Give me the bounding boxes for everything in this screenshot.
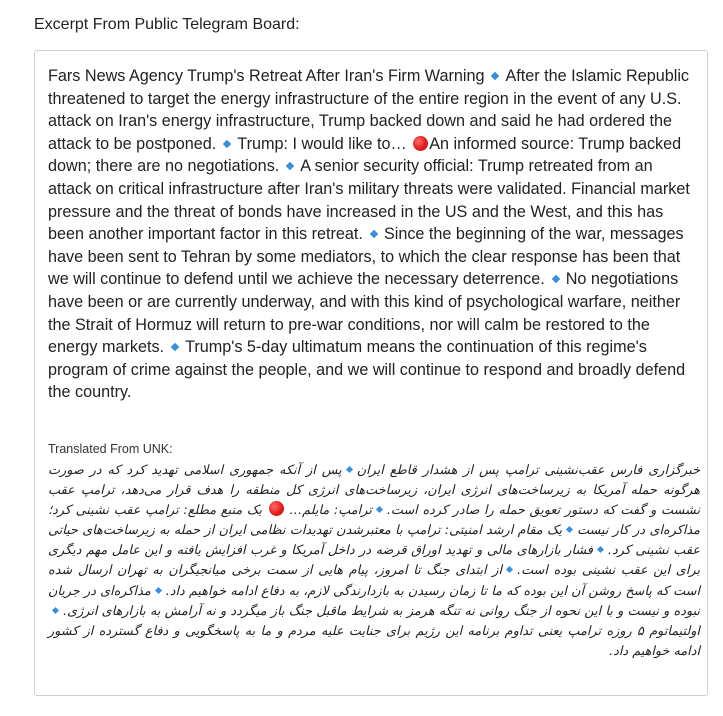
post-segment-fa: پس از آنکه جمهوری اسلامی تهدید کرد که در صورت هرگونه حمله آمریکا به زیرساخت‌های انرژی ایران، زیرساخت‌های انرژی کل منطقه را هدف قرار می‌دهد، ترامپ عقب نشست و گفت که دستور تعویق حمله را صادر کرده است. (48, 463, 700, 519)
post-segment-fa: ترامپ: مایلم… (289, 503, 372, 519)
small-blue-diamond-icon (52, 607, 59, 614)
small-blue-diamond-icon (376, 506, 383, 513)
post-segment-fa: اولتیماتوم ۵ روزه ترامپ یعنی تداوم برنامه این رژیم برای جنایت علیه مردم و ما به پاسخگویی و دفاع گسترده از کشور ادامه خواهیم داد. (48, 623, 700, 659)
post-segment: Since the beginning of the war, messages have been sent to Tehran by some mediators, to which the clear response has been that we will continue to defend until we achieve the necessary deterrence. (48, 225, 684, 289)
post-english-text (48, 65, 700, 404)
small-blue-diamond-icon (155, 587, 162, 594)
post-segment: Trump's 5-day ultimatum means the continuation of this regime's program of crime against the people, and we will continue to respond and broadly defend the country. (48, 338, 686, 402)
small-blue-diamond-icon (566, 526, 573, 533)
small-blue-diamond-icon (346, 466, 353, 473)
post-segment-fa: فشار بازارهای مالی و تهدید اوراق قرضه در داخل آمریکا و غرب افزایش یافته و این عامل مهم دیگری برای این عقب نشینی بوده است. (48, 543, 701, 579)
post-persian-text (48, 461, 700, 662)
post-segment-fa: یک مقام ارشد امنیتی: ترامپ با معتبرشدن تهدیدات نظامی ایران از حمله به زیرساخت‌های حیاتی عقب نشینی کرد. (48, 523, 700, 559)
small-blue-diamond-icon (286, 162, 294, 170)
post-segment: No negotiations have been or are currently underway, and with this kind of psychological warfare, neither the Strait of Hormuz will return to pre-war conditions, nor will calm be restored to the energy markets. (48, 270, 681, 357)
small-blue-diamond-icon (551, 275, 559, 283)
post-segment: Fars News Agency Trump's Retreat After Iran's Firm Warning (48, 67, 485, 85)
post-segment-fa: از ابتدای جنگ تا امروز، پیام هایی از سمت برخی میانجیگران به تهران ارسال شده است که پاسخ روشن آن این بوده که ما تا زمان رسیدن به بازدارندگی لازم، به دفاع ادامه خواهیم داد. (48, 563, 701, 599)
small-blue-diamond-icon (491, 71, 499, 79)
post-segment: After the Islamic Republic threatened to target the energy infrastructure of the entire region in the event of any U.S. attack on Iran's energy infrastructure, Trump backed down and said he had ordered the attack to be postponed. (48, 67, 690, 153)
small-blue-diamond-icon (370, 230, 378, 238)
post-segment: Trump: I would like to… (237, 134, 407, 153)
small-blue-diamond-icon (506, 566, 513, 573)
red-circle-icon (413, 136, 428, 151)
telegram-post-card (34, 50, 708, 696)
post-segment-fa: خبرگزاری فارس عقب‌نشینی ترامپ پس از هشدار قاطع ایران (356, 463, 701, 478)
post-segment-fa: مذاکره‌ای در جریان نبوده و نیست و با این نحوه از جنگ روانی نه تنگه هرمز به شرایط ماقبل جنگ باز میگردد و نه آرامش به بازارهای انرژی. (48, 583, 700, 619)
post-segment: An informed source: Trump backed down; there are no negotiations. (48, 134, 682, 176)
post-segment: A senior security official: Trump retreated from an attack on critical infrastructure after Iran's military threats were validated. Financial market pressure and the threat of bonds have increased in the US and the West, and this has been another important factor in this retreat. (48, 157, 690, 244)
page-title: Excerpt From Public Telegram Board: (34, 16, 300, 33)
translated-from-label: Translated From UNK: (48, 442, 173, 456)
small-blue-diamond-icon (597, 546, 604, 553)
post-segment-fa: یک منبع مطلع: ترامپ عقب نشینی کرد؛ مذاکره‌ای در کار نیست (48, 503, 701, 539)
red-circle-icon (269, 501, 284, 516)
small-blue-diamond-icon (171, 343, 179, 351)
small-blue-diamond-icon (223, 139, 231, 147)
